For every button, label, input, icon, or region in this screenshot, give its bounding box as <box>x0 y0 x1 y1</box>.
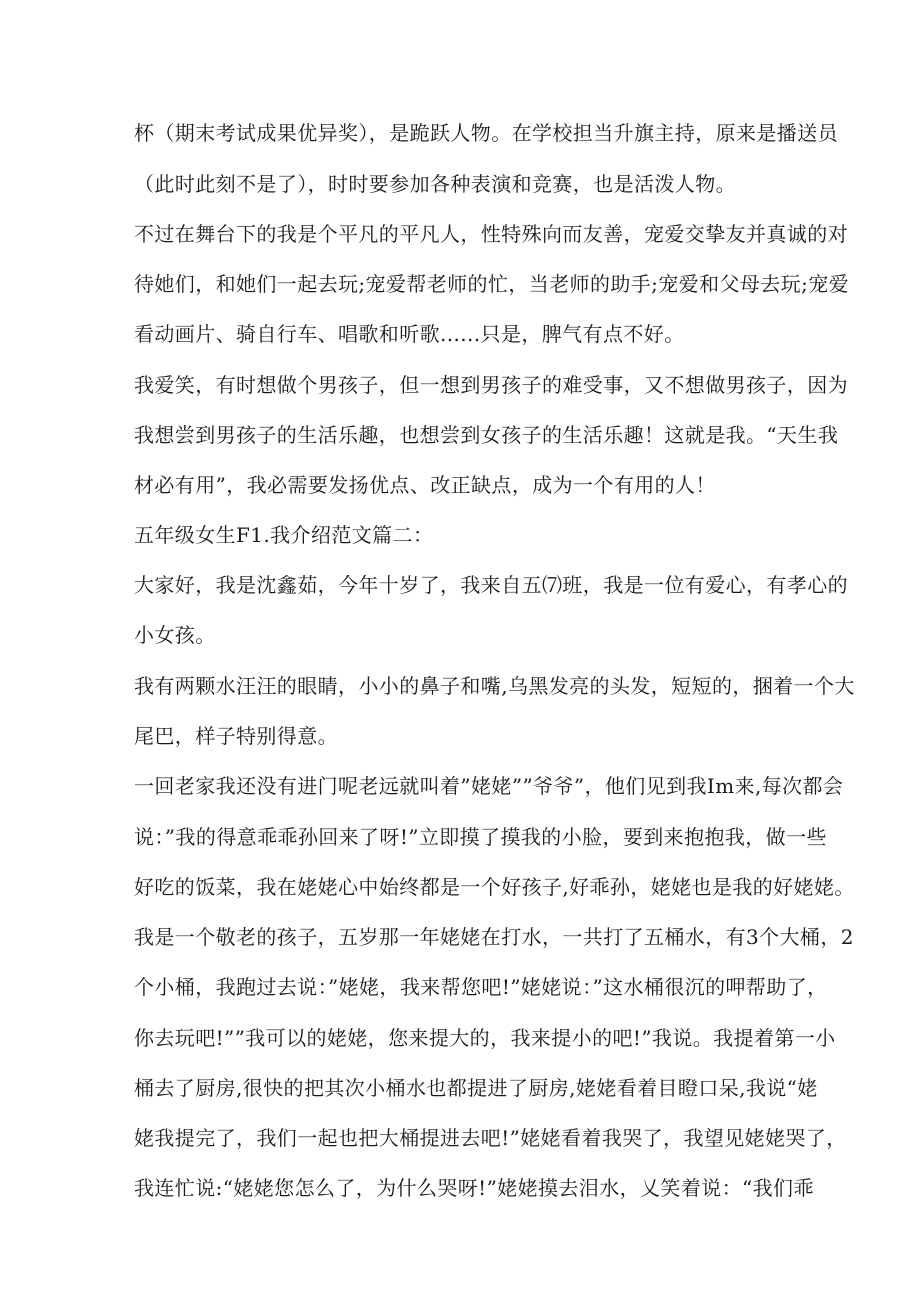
text-line: 我连忙说:“姥姥您怎么了，为什么哭呀!”姥姥摸去泪水，乂笑着说：“我们乖 <box>134 1176 814 1200</box>
text-line: 我有两颗水汪汪的眼睛，小小的鼻子和嘴,乌黑发亮的头发，短短的，捆着一个大 <box>134 674 855 698</box>
text-line: 好吃的饭菜，我在姥姥心中始终都是一个好孩子,好乖孙，姥姥也是我的好姥姥。 <box>134 875 855 899</box>
text-line: 一回老家我还没有进门呢老远就叫着”姥姥””爷爷”，他们见到我Im来,每次都会 <box>134 774 844 798</box>
text-line: 大家好，我是沈鑫茹，今年十岁了，我来自五⑺班，我是一位有爱心，有孝心的 <box>134 573 848 597</box>
text-line: 桶去了厨房,很快的把其次小桶水也都提进了厨房,姥姥看着目瞪口呆,我说“姥 <box>134 1076 818 1100</box>
text-line: 待她们，和她们一起去玩;宠爱帮老师的忙，当老师的助手;宠爱和父母去玩;宠爱 <box>134 272 850 296</box>
text-line: 说：”我的得意乖乖孙回来了呀!”立即摸了摸我的小脸，要到来抱抱我，做一些 <box>134 825 827 849</box>
section-heading: 五年级女生F1.我介绍范文篇二： <box>134 523 434 547</box>
text-line: 看动画片、骑自行车、唱歌和听歌......只是，脾气有点不好。 <box>134 322 685 346</box>
text-line: 你去玩吧!””我可以的姥姥，您来提大的，我来提小的吧!”我说。我提着第一小 <box>134 1026 836 1050</box>
text-line: 不过在舞台下的我是个平凡的平凡人，性特殊向而友善，宠爱交挚友并真诚的对 <box>134 222 848 246</box>
text-line: 小女孩。 <box>134 623 216 647</box>
text-line: 姥我提完了，我们一起也把大桶提进去吧!”姥姥看着我哭了，我望见姥姥哭了， <box>134 1126 847 1150</box>
text-line: 我想尝到男孩子的生活乐趣，也想尝到女孩子的生活乐趣！这就是我。“天生我 <box>134 423 839 447</box>
text-line: （此时此刻不是了），时时要参加各种表演和竞赛，也是活泼人物。 <box>134 172 736 196</box>
text-line: 我是一个敬老的孩子，五岁那一年姥姥在打水，一共打了五桶水，有3个大桶，2 <box>134 925 854 949</box>
text-line: 个小桶，我跑过去说：”姥姥，我来帮您吧!”姥姥说：”这水桶很沉的呷帮助了， <box>134 975 828 999</box>
text-line: 材必有用”，我必需要发扬优点、改正缺点，成为一个有用的人！ <box>134 473 716 497</box>
text-line: 杯（期末考试成果优异奖），是跪跃人物。在学校担当升旗主持，原来是播送员 <box>134 121 838 145</box>
text-line: 我爱笑，有时想做个男孩子，但一想到男孩子的难受事，又不想做男孩子，因为 <box>134 373 848 397</box>
text-line: 尾巴，样子特别得意。 <box>134 724 338 748</box>
